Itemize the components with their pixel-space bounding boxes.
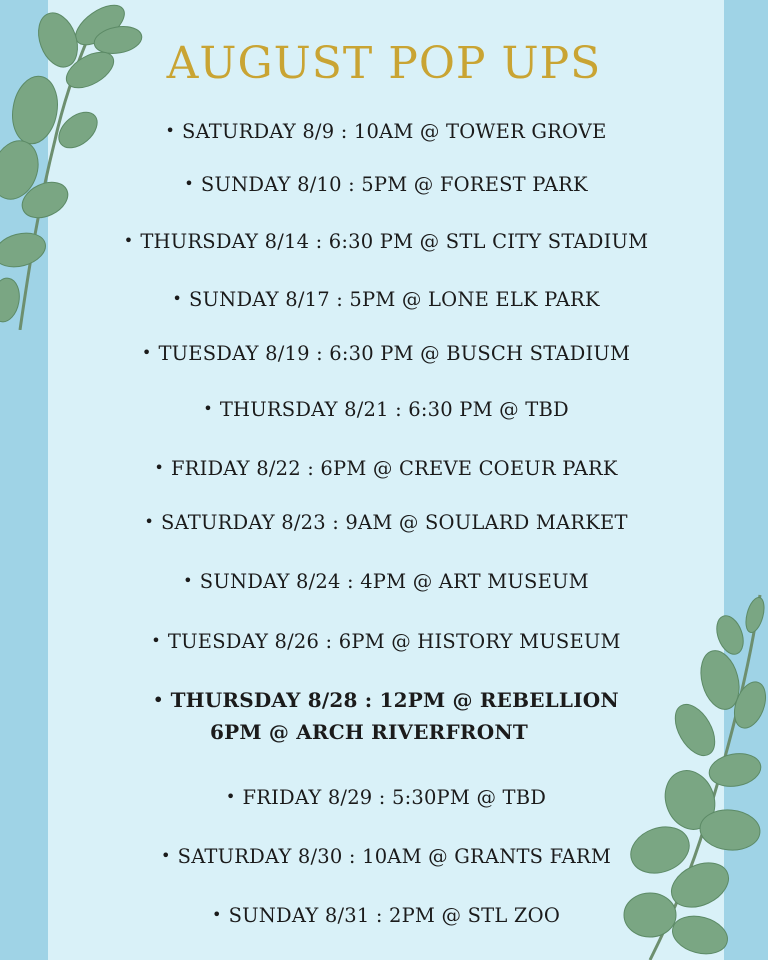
event-item: [48, 230, 724, 253]
bullet-icon: •: [184, 174, 194, 193]
event-item: [48, 342, 724, 365]
event-item: [48, 688, 724, 744]
bullet-icon: •: [151, 631, 161, 650]
bullet-icon: •: [211, 905, 222, 924]
bullet-icon: •: [225, 787, 236, 806]
event-item: [48, 511, 724, 534]
event-item: [48, 845, 724, 868]
event-item: [48, 786, 724, 809]
bullet-icon: •: [154, 458, 164, 477]
event-item: [48, 398, 724, 421]
bullet-icon: •: [141, 343, 152, 362]
event-text: TUESDAY 8/26 : 6PM @ HISTORY MUSEUM: [167, 630, 621, 653]
bullet-icon: •: [165, 121, 176, 140]
bullet-icon: •: [161, 846, 171, 865]
poster-title: AUGUST POP UPS: [166, 38, 602, 89]
event-text: THURSDAY 8/21 : 6:30 PM @ TBD: [219, 398, 569, 421]
bullet-icon: •: [183, 571, 193, 590]
bullet-icon: •: [153, 690, 164, 709]
event-text: SUNDAY 8/24 : 4PM @ ART MUSEUM: [199, 570, 589, 593]
bullet-icon: •: [172, 289, 182, 308]
event-text-second-line: 6PM @ ARCH RIVERFRONT: [210, 720, 528, 744]
bullet-icon: •: [144, 512, 154, 531]
event-item: [48, 904, 724, 927]
event-text: SUNDAY 8/31 : 2PM @ STL ZOO: [228, 904, 561, 927]
event-item: [48, 120, 724, 143]
event-text: THURSDAY 8/14 : 6:30 PM @ STL CITY STADIUM: [140, 230, 649, 253]
event-text: SATURDAY 8/23 : 9AM @ SOULARD MARKET: [160, 511, 628, 534]
event-text: SATURDAY 8/30 : 10AM @ GRANTS FARM: [177, 845, 611, 868]
event-text: SUNDAY 8/17 : 5PM @ LONE ELK PARK: [188, 288, 600, 311]
event-item: [48, 288, 724, 311]
event-text: SATURDAY 8/9 : 10AM @ TOWER GROVE: [182, 120, 607, 143]
event-text: FRIDAY 8/22 : 6PM @ CREVE COEUR PARK: [170, 457, 618, 480]
event-item: [48, 630, 724, 653]
event-item: [48, 570, 724, 593]
bullet-icon: •: [123, 231, 134, 250]
event-text: SUNDAY 8/10 : 5PM @ FOREST PARK: [200, 173, 588, 196]
event-item: [48, 457, 724, 480]
event-text: FRIDAY 8/29 : 5:30PM @ TBD: [242, 786, 547, 809]
poster-panel: [48, 0, 724, 960]
bullet-icon: •: [203, 399, 213, 418]
event-item: [48, 173, 724, 196]
event-text: TUESDAY 8/19 : 6:30 PM @ BUSCH STADIUM: [158, 342, 631, 365]
event-text: THURSDAY 8/28 : 12PM @ REBELLION: [170, 688, 619, 712]
